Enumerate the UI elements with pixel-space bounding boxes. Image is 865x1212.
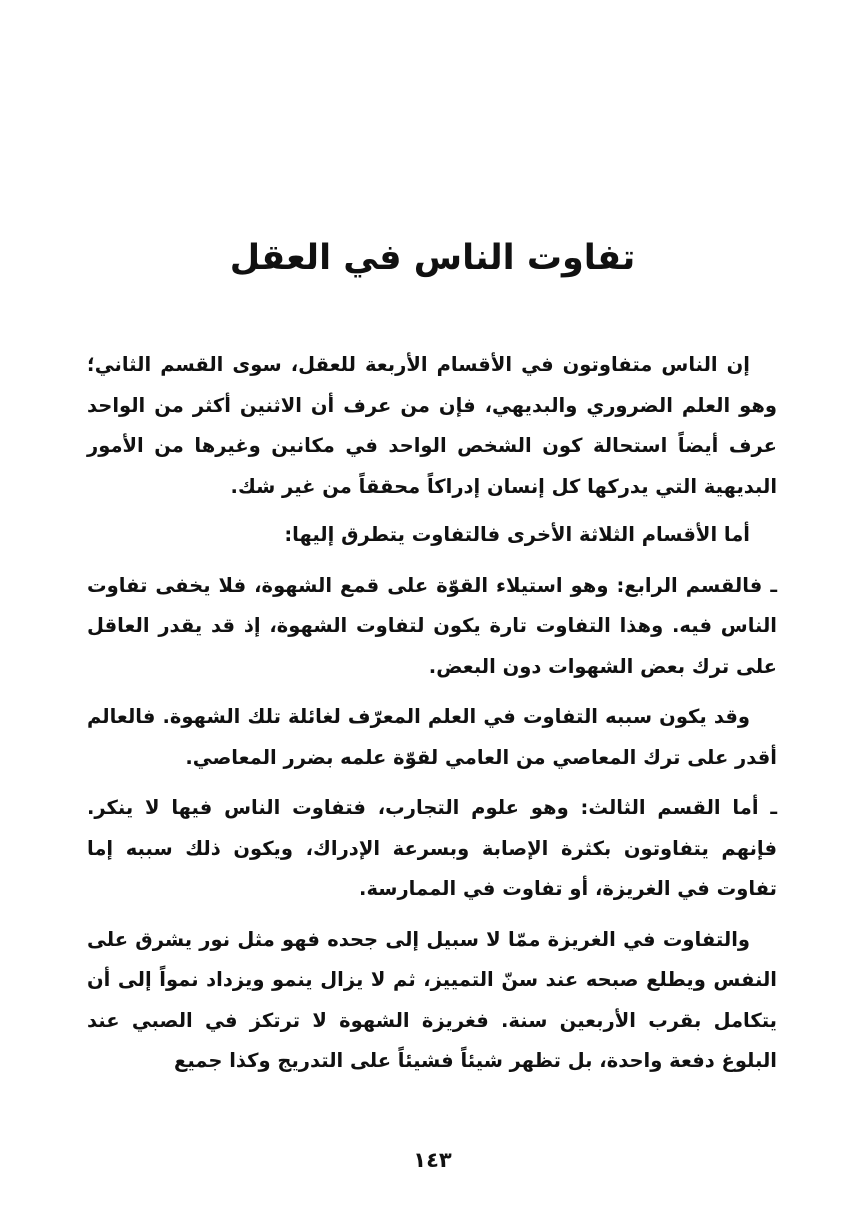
body-text <box>87 345 777 1082</box>
paragraph-intro: إن الناس متفاوتون في الأقسام الأربعة للعقل، سوى القسم الثاني؛ وهو العلم الضروري والبديهي، فإن من عرف أن الاثنين أكثر من الواحد عرف أيضاً استحالة كون الشخص الواحد في مكانين وغيرها من الأمور البديهية التي يدركها كل إنسان إدراكاً محققاً من غير شك. <box>87 353 777 498</box>
paragraph-third-section: ـ أما القسم الثالث: وهو علوم التجارب، فتفاوت الناس فيها لا ينكر. فإنهم يتفاوتون بكثرة الإصابة وبسرعة الإدراك، ويكون ذلك سببه إما تفاوت في الغريزة، أو تفاوت في الممارسة. <box>87 796 777 900</box>
page-number: ١٤٣ <box>413 1148 452 1172</box>
paragraph-other-sections: أما الأقسام الثلاثة الأخرى فالتفاوت يتطرق إليها: <box>284 523 750 546</box>
paragraph-instinct: والتفاوت في الغريزة ممّا لا سبيل إلى جحده فهو مثل نور يشرق على النفس ويطلع صبحه عند سنّ التمييز، ثم لا يزال ينمو ويزداد نمواً إلى أن يتكامل بقرب الأربعين سنة. فغريزة الشهوة لا ترتكز في الصبي عند البلوغ دفعة واحدة، بل تظهر شيئاً فشيئاً على التدريج وكذا جميع <box>87 927 777 1072</box>
chapter-title: تفاوت الناس في العقل <box>229 238 636 278</box>
paragraph-knowledge-cause: وقد يكون سببه التفاوت في العلم المعرّف لغائلة تلك الشهوة. فالعالم أقدر على ترك المعاصي من العامي لقوّة علمه بضرر المعاصي. <box>87 705 777 769</box>
paragraph-fourth-section: ـ فالقسم الرابع: وهو استيلاء القوّة على قمع الشهوة، فلا يخفى تفاوت الناس فيه. وهذا التفاوت تارة يكون لتفاوت الشهوة، إذ قد يقدر العاقل على ترك بعض الشهوات دون البعض. <box>87 573 777 678</box>
